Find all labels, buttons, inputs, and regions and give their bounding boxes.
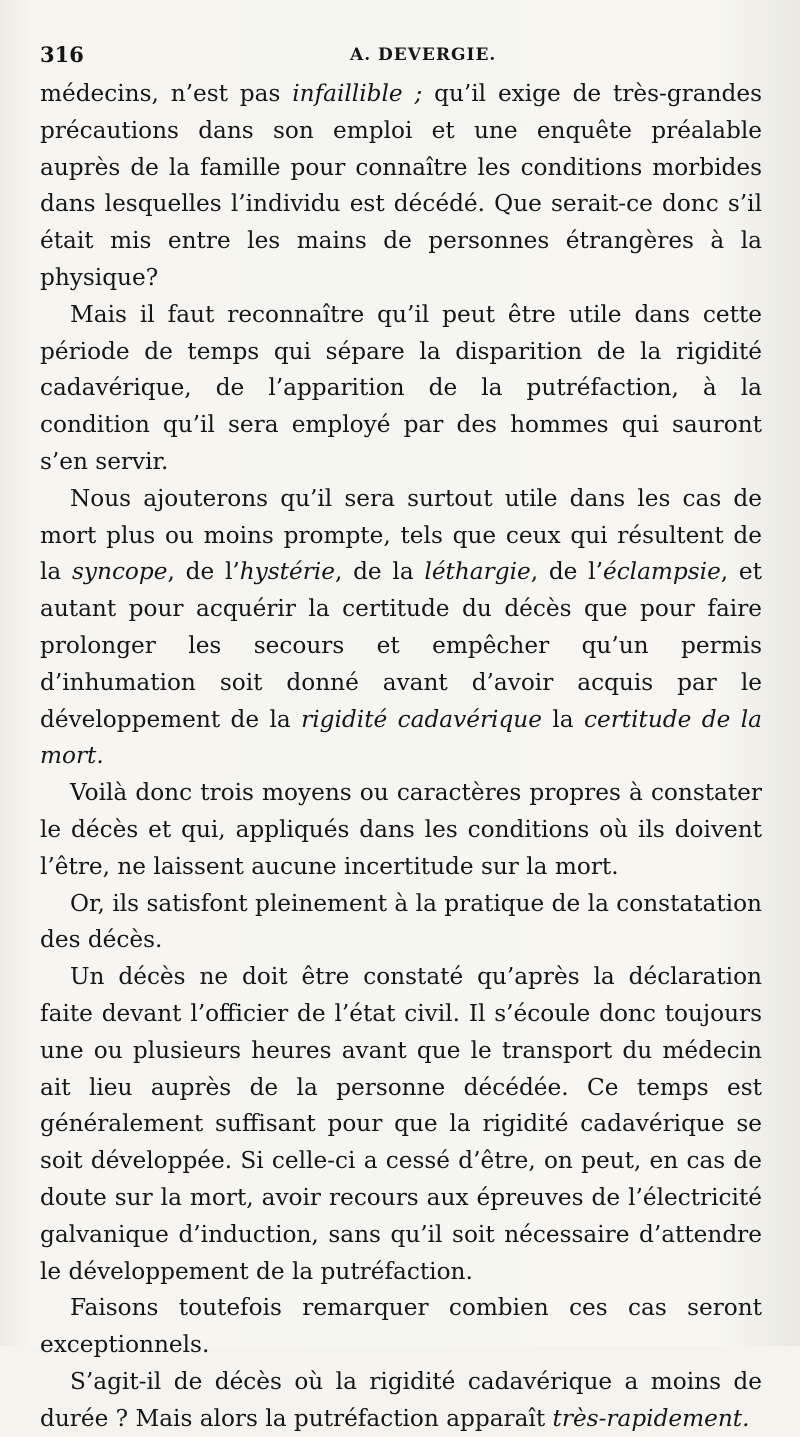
text-run: , de l’ <box>530 558 603 586</box>
paragraph <box>40 886 762 960</box>
paragraph <box>40 775 762 885</box>
running-head: A. DEVERGIE. <box>350 45 497 65</box>
text-run: , de l’ <box>167 558 240 586</box>
text-run: Or, ils satisfont pleinement à la pratique de la constatation des décès. <box>40 889 762 954</box>
text-run: Faisons toutefois remarquer combien ces cas seront exceptionnels. <box>40 1294 762 1359</box>
paragraph <box>40 1290 762 1364</box>
italic-text: léthargie <box>424 558 531 586</box>
italic-text: certitude de la mort. <box>40 705 762 770</box>
paragraph <box>40 76 762 297</box>
italic-text: éclampsie <box>602 558 721 586</box>
body-text <box>40 76 762 1437</box>
text-run: Voilà donc trois moyens ou caractères propres à constater le décès et qui, appliqués dans les conditions où ils doivent l’être, ne laissent aucune incertitude sur la mort. <box>40 779 762 880</box>
italic-text: hystérie <box>239 558 335 586</box>
text-run: S’agit-il de décès où la rigidité cadavérique a moins de durée ? Mais alors la putréfaction apparaît <box>40 1367 762 1432</box>
paragraph <box>40 481 762 775</box>
italic-text: rigidité cadavérique <box>301 705 542 733</box>
italic-text: syncope <box>72 558 168 586</box>
paragraph <box>40 959 762 1290</box>
text-run: la <box>541 705 585 733</box>
paragraph <box>40 1364 762 1437</box>
text-run: Mais il faut reconnaître qu’il peut être utile dans cette période de temps qui sépare la disparition de la rigidité cadavérique, de l’apparition de la putréfaction, à la condition qu’il sera employé par des hommes qui sauront s’en servir. <box>40 300 762 475</box>
text-run: , et autant pour acquérir la certitude du décès que pour faire prolonger les secours et empêcher qu’un permis d’inhumation soit donné avant d’avoir acquis par le développement de la <box>40 558 762 733</box>
italic-text: très-rapidement. <box>552 1404 750 1432</box>
italic-text: infaillible ; <box>292 80 423 107</box>
text-run: Nous ajouterons qu’il sera surtout utile dans les cas de mort plus ou moins prompte, tels que ceux qui résultent de la <box>40 484 762 586</box>
text-run: , de la <box>334 558 425 586</box>
text-run: Un décès ne doit être constaté qu’après la déclaration faite devant l’officier de l’état civil. Il s’écoule donc toujours une ou plusieurs heures avant que le transport du médecin ait lieu auprès de la personne décédée. Ce temps est généralement suffisant pour que la rigidité cadavérique se soit développée. Si celle-ci a cessé d’être, on peut, en cas de doute sur la mort, avoir recours aux épreuves de l’électricité galvanique d’induction, sans qu’il soit nécessaire d’attendre le développement de la putréfaction. <box>40 963 762 1285</box>
page-number: 316 <box>40 42 84 67</box>
text-run: qu’il exige de très-grandes précautions dans son emploi et une enquête préalable auprès de la famille pour connaître les conditions morbides dans lesquelles l’individu est décédé. Que serait-ce donc s’il était mis entre les mains de personnes étrangères à la physique? <box>40 80 762 291</box>
page-header <box>40 36 762 74</box>
paragraph <box>40 297 762 481</box>
text-run: médecins, n’est pas <box>40 80 293 107</box>
